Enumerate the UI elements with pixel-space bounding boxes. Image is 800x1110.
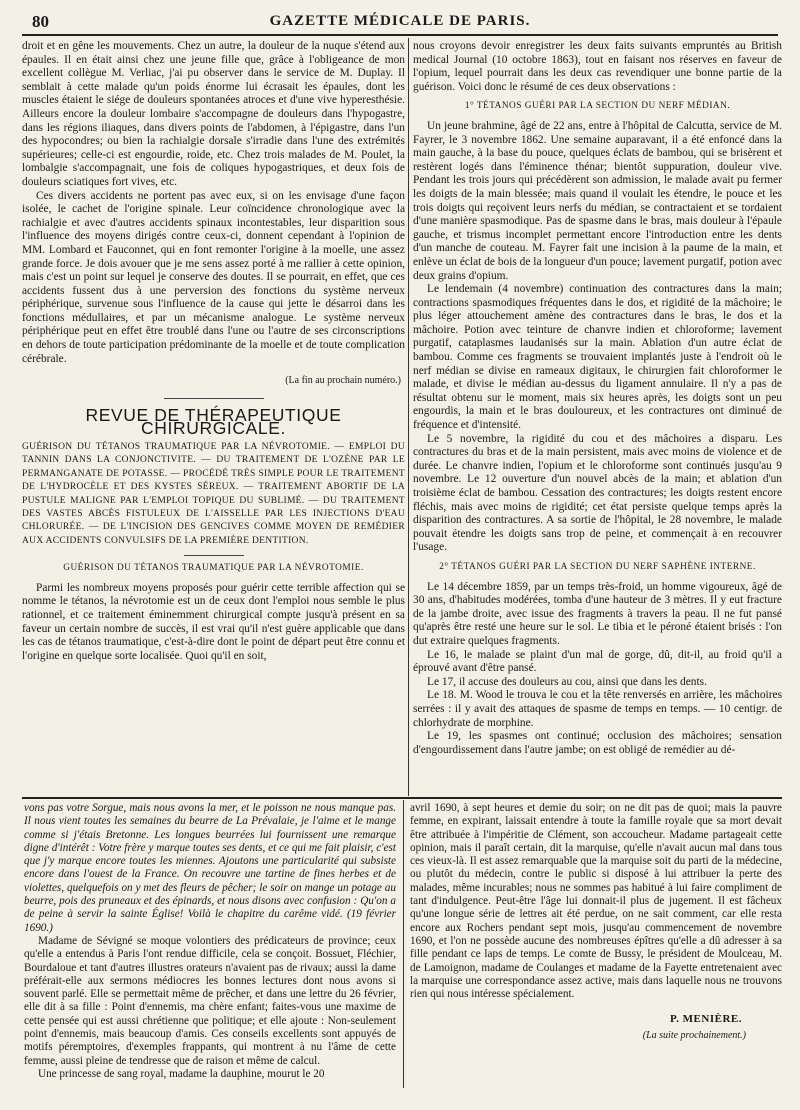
paragraph: Le 14 décembre 1859, par un temps très-froid, un homme vigoureux, âgé de 30 ans, d'habitudes modérées, tomba d'une hauteur de 3 mètres. Il y eut fracture de la jambe droite, avec issue des fragments à travers la peau. Il ne fut pansé qu'après être resté une heure sur le sol. Le tibia et le péroné étaient brisés : l'on dut extraire quelques fragments. bbox=[413, 580, 782, 647]
paragraph: Le 18. M. Wood le trouva le cou et la tête renversés en arrière, les mâchoires serrées : il y avait des attaques de spasme de temps en temps. — 10 centigr. de chlorhydrate de morphine. bbox=[413, 689, 782, 729]
case-heading-2: 2° TÉTANOS GUÉRI PAR LA SECTION DU NERF SAPHÈNE INTERNE. bbox=[439, 561, 756, 572]
paragraph: Le 5 novembre, la rigidité du cou et des mâchoires a disparu. Les contractures du bras et de la main persistent, mais avec moins de violence et de durée. Le chanvre indien, l'opium et le chloroforme sont continués jusqu'au 9 novembre. Le 12 ouverture d'un nouvel abcès de la main; et ablation d'un troisième éclat de bambou. Cessation des contractures; les doigts restent encore fléchis, mais avec moins de rigidité; cet état persiste quelque temps après la disparition des contractures. A sa sortie de l'hôpital, le 28 novembre, le malade pouvait étendre les doigts sans trop de peine, et commençait à en recouvrer l'usage. bbox=[413, 432, 782, 554]
paragraph: nous croyons devoir enregistrer les deux faits suivants empruntés au British medical Journal (10 octobre 1863), tout en faisant nos réserves en faveur de l'opium, lequel pourrait dans les deux cas revendiquer une bonne partie de la guérison. Voici donc le résumé de ces deux observations : bbox=[413, 40, 782, 93]
page-header bbox=[22, 8, 778, 36]
review-summary: GUÉRISON DU TÉTANOS TRAUMATIQUE PAR LA NÉVROTOMIE. — EMPLOI DU TANNIN DANS LA CONJONCTIVITE. — DU TRAITEMENT DE L'OZÈNE PAR LE PERMANGANATE DE POTASSE. — PROCÉDÉ TRÈS SIMPLE POUR LE TRAITEMENT DE L'HYDROCÈLE ET DES KYSTES SÉREUX. — TRAITEMENT ABORTIF DE LA PUSTULE MALIGNE PAR L'EMPLOI TOPIQUE DU SUBLIMÉ. — DU TRAITEMENT DES VASTES ABCÈS FISTULEUX DE L'AISSELLE PAR LES INJECTIONS D'EAU CHLORURÉE. — DE L'INCISION DES GENCIVES COMME MOYEN DE REMÉDIER AUX ACCIDENTS CONVULSIFS DE LA PREMIÈRE DENTITION. bbox=[22, 442, 405, 546]
author-signature: P. MENIÈRE. bbox=[669, 1013, 742, 1026]
case-heading-1: 1° TÉTANOS GUÉRI PAR LA SECTION DU NERF MÉDIAN. bbox=[464, 101, 731, 112]
review-title: REVUE DE THÉRAPEUTIQUE CHIRURGICALE. bbox=[85, 404, 342, 439]
continuation-note: (La fin au prochain numéro.) bbox=[285, 375, 401, 387]
paragraph: Le lendemain (4 novembre) continuation des contractures dans la main; contractions spasmodiques fréquentes dans le dos, et rigidité de la mâchoire; le plus léger attouchement amène des contractures dans le bras, le dos et la mâchoire. Potion avec teinture de chanvre indien et chloroforme; lavement purgatif, cataplasmes laudanisés sur la main. Ablation d'un autre éclat de bambou. Comme ces fragments se trouvaient implantés juste à l'endroit où le nerf médian se divise en rameaux digitaux, le chirurgien fait chloroformer le malade, et divise le médian au-dessus du ligament annulaire. Il n'y a pas de résultat obtenu sur le moment, mais six heures après, les doigts sont un peu engourdis, la main et le bras douloureux, et les contractures ont diminué de fréquence et d'intensité. bbox=[413, 283, 782, 432]
continuation-note: (La suite prochainement.) bbox=[642, 1029, 746, 1041]
paragraph: Le 16, le malade se plaint d'un mal de gorge, dû, dit-il, au froid qu'il a éprouvé avant d'être pansé. bbox=[413, 648, 782, 675]
feuilleton-right-column bbox=[410, 802, 782, 1092]
journal-title: GAZETTE MÉDICALE DE PARIS. bbox=[269, 13, 531, 29]
paragraph: Une princesse de sang royal, madame la dauphine, mourut le 20 bbox=[38, 1067, 325, 1080]
feuilleton-divider bbox=[403, 800, 404, 1088]
column-divider bbox=[408, 38, 409, 796]
paragraph: Parmi les nombreux moyens proposés pour guérir cette terrible affection qui se nomme le tétanos, la névrotomie est un de ceux dont l'emploi nous semble le plus rationnel, et ce traitement éminemment chirurgical compte jusqu'à présent en sa faveur un certain nombre de succès, il est vrai qu'il n'est guère applicable que dans les cas de tétanos traumatique, c'est-à-dire dont le point de départ peut être connu et l'origine en quelque sorte localisée. Quoi qu'il en soit, bbox=[22, 581, 405, 662]
paragraph: Ces divers accidents ne portent pas avec eux, si on les envisage d'une façon isolée, le cachet de l'origine spinale. Leur coïncidence chronologique avec la rachialgie et avec d'autres accidents spinaux incontestables, leur disparition sous l'influence des moyens dirigés contre ceux-ci, donnent cependant à l'opinion de MM. Lombard et Fauconnet, qui en font remonter l'origine à la moelle, une assez grande force. Je dois avouer que je me sens assez porté à me rallier à cette opinion, mais c'est un point sur lequel je conserve des doutes. Il se pourrait, en effet, que ces accidents fussent dus à une perversion des fonctions du système nerveux périphérique, survenue sous l'influence de la cause qui jette le désarroi dans les fonctions médullaires, et par un mécanisme analogue. Le système nerveux périphérique peut en effet être troublé dans l'une ou l'autre de ses circonscriptions en dehors de toute participation prédominante de la moelle et de toute complication cérébrale. bbox=[22, 189, 405, 365]
right-column bbox=[413, 40, 782, 795]
article-subheading: GUÉRISON DU TÉTANOS TRAUMATIQUE PAR LA NÉVROTOMIE. bbox=[63, 563, 364, 574]
summary-divider bbox=[184, 555, 244, 556]
paragraph: vons pas votre Sorgue, mais nous avons la mer, et le poisson ne nous manque pas. Il nous vient toutes les semaines du beurre de La Prévalaie, je l'aime et le mange comme si j'étais Bretonne. Les longues beurrées lui fournissent une remarque digne d'intérêt : Votre frère y marque toutes ses dents, et ce qui me fait plaisir, c'est que j'y marque encore toutes les miennes. Ajoutons une particularité qui subsiste encore dans l'ouest de la France. On recouvre une tartine de fines herbes et de violettes, quelquefois on y met des fleurs de pêcher; le soir on mange un potage au beurre, pois des pruneaux et des épinards, et nous disons avec confusion : Qu'on a de peine à servir la sainte Église! Voilà le chapitre du carême vidé. (19 février 1690.) bbox=[24, 802, 396, 934]
feuilleton-left-column bbox=[24, 802, 396, 1092]
paragraph: Madame de Sévigné se moque volontiers des prédicateurs de province; ceux qu'elle a entendus à Paris l'ont rendue difficile, cela se conçoit. Bossuet, Fléchier, Bourdaloue et tant d'autres illustres orateurs n'avaient pas de rivaux; aussi la dame préférait-elle aux sermons médiocres les bonnes lectures dont nous avons si souvent parlé. Elle se permettait même de prêcher, et dans une lettre du 26 février, elle dit à sa fille : Point d'ennemis, ma chère enfant; faites-vous une maxime de cette pensée qui est aussi chrétienne que politique; et elle ajoute : Non-seulement point d'ennemis, mais beaucoup d'amis. Ces conseils excellents sont appuyés de motifs péremptoires, d'exemples frappants, qui montrent à nu l'âme de cette femme, aussi pleine de tendresse que de raison et même de calcul. bbox=[24, 934, 396, 1067]
paragraph: droit et en gêne les mouvements. Chez un autre, la douleur de la nuque s'étend aux épaules. Il en était ainsi chez une jeune fille que, grâce à l'obligeance de mon excellent collègue M. Verliac, j'ai pu observer dans le service de M. Duplay. Il semblait à cette malade qu'un poids énorme lui écrasait les épaules, dont les muscles étaient le siége de douleurs spontanées atroces et d'une vive hyperesthésie. Ailleurs encore la douleur lombaire s'accompagne de douleurs dans l'hypogastre, dans les régions iliaques, dans divers points de l'abdomen, à l'épigastre, dans l'un des hypocondres; ou bien la rachialgie dorsale s'irradie dans l'une des extrémités supérieures; celle-ci est engourdie, roide, etc. Chez trois malades de M. Poulet, la lombalgie s'accompagnait, une fois de coliques hypogastriques, et deux fois de douleurs sciatiques fort vives, etc. bbox=[22, 40, 405, 188]
section-divider bbox=[164, 398, 264, 399]
feuilleton-rule bbox=[22, 797, 782, 799]
page-number: 80 bbox=[32, 12, 49, 31]
paragraph: Un jeune brahmine, âgé de 22 ans, entre à l'hôpital de Calcutta, service de M. Fayrer, le 3 novembre 1862. Une semaine auparavant, il a été enfoncé dans la main gauche, à la base du pouce, quelques éclats de bambou, qui se brisèrent et restèrent logés dans l'éminence thénar; bientôt suppuration, douleur vive. Pendant les trois jours qui précédèrent son admission, le malade avait pu fermer les doigts de la main blessée; mais quand il voulait les étendre, le pouce et les trois doigts qui reçoivent leurs nerfs du médian, se contractaient et se tordaient d'une manière spasmodique. Pas de spasme dans le bras, mais douleur à l'épaule gauche, et trismus incomplet permettant encore l'introduction entre les dents d'un manche de couteau. M. Fayrer fait une incision à la paume de la main, et enlève un éclat de bois de la longueur d'un pouce; lavement purgatif, potion avec deux grains d'opium. bbox=[413, 119, 782, 282]
left-column bbox=[22, 40, 405, 795]
paragraph: Le 19, les spasmes ont continué; occlusion des mâchoires; sensation d'engourdissement dans l'autre jambe; on est obligé de remédier au dé- bbox=[413, 730, 782, 756]
paragraph: Le 17, il accuse des douleurs au cou, ainsi que dans les dents. bbox=[427, 675, 707, 688]
paragraph: avril 1690, à sept heures et demie du soir; on ne dit pas de quoi; mais la pauvre femme, en expirant, laissait entendre à toute la famille royale que sa mort devait être attribuée à l'impéritie de Clément, son accoucheur. Madame partageait cette opinion, mais il paraît certain, dit la marquise, qu'elle n'avait aucun mal dans tous ces vieux-là. Il est assez remarquable que la marquise soit du parti de la médecine, ou plutôt du médecin, contre le public si disposé à lui attribuer la perte des malades, même incurables; nous ne sommes pas habitué à lui faire compliment de tant d'indulgence. Peut-être l'âge lui donnait-il plus de jugement. Il est fâcheux qu'une longue série de lettres ait été perdue, on ne sait comment, car elle resta encore aux Rochers pendant sept mois, jusqu'au commencement de novembre 1690, et l'on ne possède aucune des nombreuses épîtres qu'elle a dû adresser à sa fille pendant ce laps de temps. Le comte de Bussy, le président de Moulceau, M. de Lamoignon, madame de Coulanges et madame de la Fayette entretenaient avec la marquise une correspondance assez active, mais dans laquelle nous ne trouvons rien qui nous intéresse spécialement. bbox=[410, 802, 782, 1001]
